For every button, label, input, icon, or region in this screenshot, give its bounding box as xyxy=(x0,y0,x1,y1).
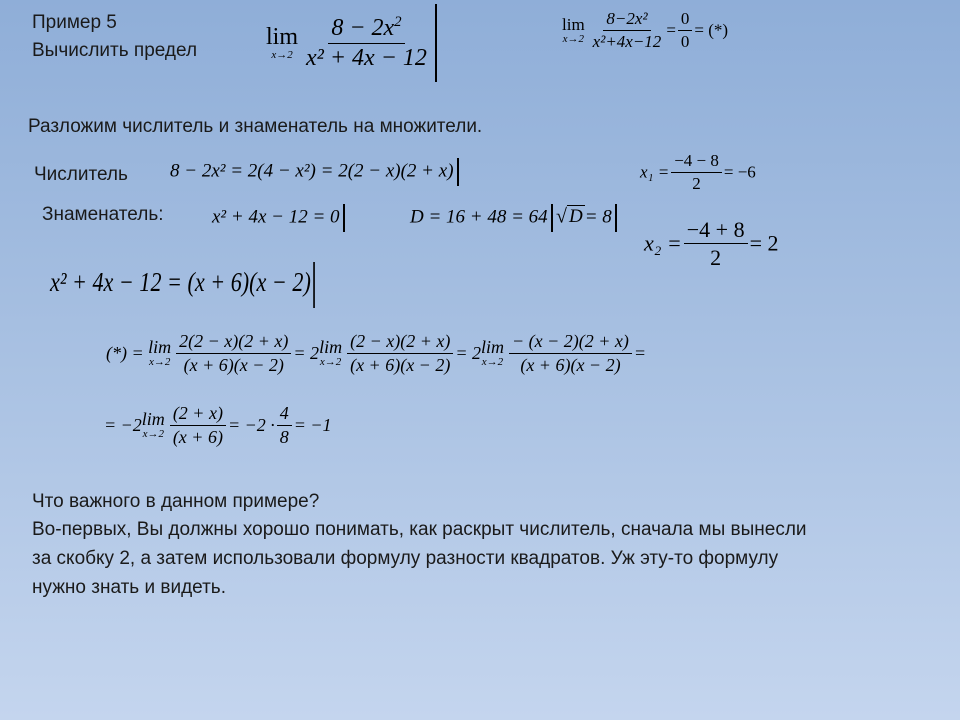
root-x1: x₁ = $\frac{-4 - 8}{2}$ = −6 xyxy=(640,151,756,193)
notes-question: Что важного в данном примере? xyxy=(32,491,320,512)
discriminant-root: √ D = 8 xyxy=(556,204,617,232)
numerator-expression: 8 − 2x² = 2(4 − x²) = 2(2 − x)(2 + x) xyxy=(170,158,459,186)
formula-bar xyxy=(435,4,437,82)
numerator-label: Числитель xyxy=(34,164,128,185)
check-fraction: $\frac{\text{8−2x²}}{\text{x²+4x−12}}$ xyxy=(592,9,662,51)
substitution-check: lim x→2 $\frac{\text{8−2x²}}{\text{x²+4x−12}}$ = $\frac{0}{0}$ = (*) xyxy=(562,9,729,51)
zero-over-zero: $\frac{0}{0}$ xyxy=(678,10,693,51)
discriminant: D = 16 + 48 = 64 xyxy=(410,204,553,232)
formula-bar xyxy=(457,158,459,186)
denominator-label: Знаменатель: xyxy=(42,204,164,225)
limit-operator: lim x→2 xyxy=(562,14,585,45)
formula-bar xyxy=(551,204,553,232)
problem-formula xyxy=(266,4,437,82)
factored-denominator: x² + 4x − 12 = (x + 6)(x − 2) xyxy=(50,262,315,308)
notes-line: нужно знать и видеть. xyxy=(32,577,226,598)
problem-denominator: x² + 4x − 12 xyxy=(306,45,427,71)
problem-numerator: $8 - 2x^2$ xyxy=(328,15,404,44)
notes-line: за скобку 2, а затем использовали формулу разности квадратов. Уж эту-то формулу xyxy=(32,548,779,569)
formula-bar xyxy=(615,204,617,232)
solution-line-1: (*) = lim x→2 $\frac{2(2 - x)(2 + x)}{(x + 6)(x - 2)}$ = 2 lim x→2 $\frac{(2 - x)(2 + x)}{(x + 6)(x - 2)}$ = 2 lim x→2 $\frac{- (x - 2)(2 + x)}{(x + 6)(x - 2)}$ = xyxy=(106,331,647,375)
denominator-equation: x² + 4x − 12 = 0 xyxy=(212,204,345,232)
root-x2: x₂ = $\frac{-4 + 8}{2}$ = 2 xyxy=(644,217,779,271)
formula-bar xyxy=(313,262,315,308)
solution-line-2: = −2 lim x→2 $\frac{(2 + x)}{(x + 6)}$ = −2 · $\frac{4}{8}$ = −1 xyxy=(104,403,332,447)
task-statement: Вычислить предел xyxy=(32,40,198,61)
problem-fraction xyxy=(303,15,430,71)
instruction-text: Разложим числитель и знаменатель на множители. xyxy=(28,116,483,137)
notes-line: Во-первых, Вы должны хорошо понимать, как раскрыт числитель, сначала мы вынесли xyxy=(32,519,807,540)
example-title: Пример 5 xyxy=(32,12,117,33)
limit-operator: lim x→2 xyxy=(266,24,299,61)
formula-bar xyxy=(343,204,345,232)
